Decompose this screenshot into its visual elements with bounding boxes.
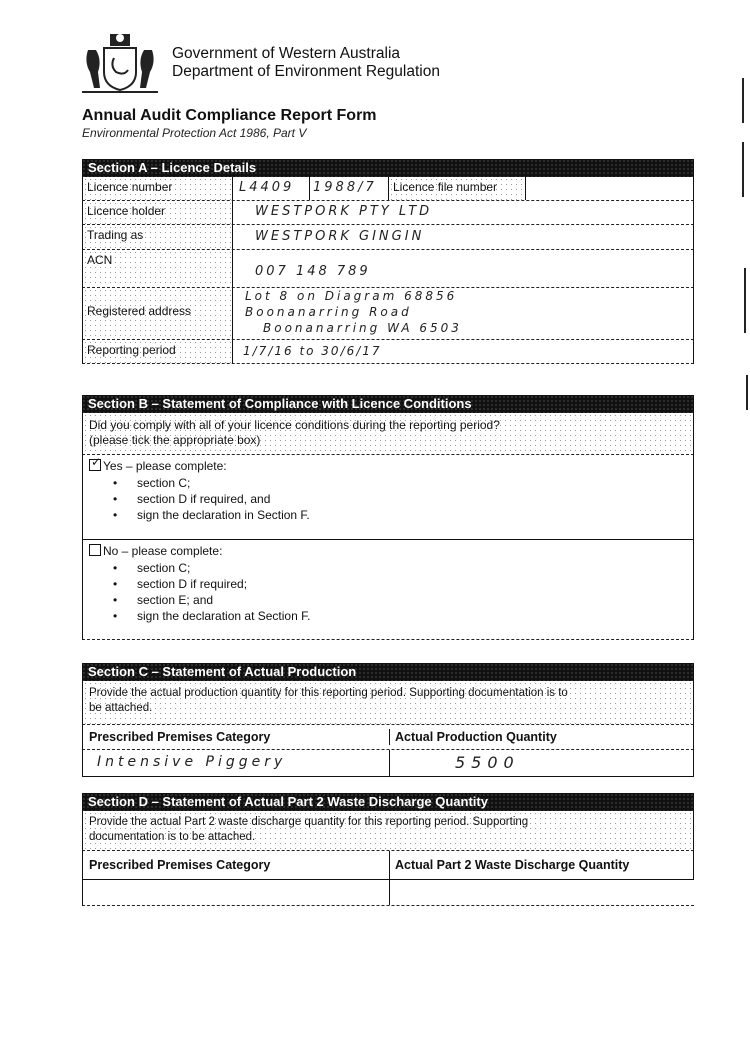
column-header-category: Prescribed Premises Category (89, 858, 271, 872)
no-option[interactable] (89, 544, 222, 559)
column-header-waste-quantity: Actual Part 2 Waste Discharge Quantity (395, 858, 630, 872)
waste-table-header (82, 851, 694, 880)
org-line-2: Department of Environment Regulation (172, 63, 440, 80)
no-option-label: No – please complete: (103, 544, 223, 558)
production-instruction-1: Provide the actual production quantity for this reporting period. Supporting documentation is to (89, 687, 568, 699)
scan-edge-mark (742, 78, 744, 123)
section-c-header: Section C – Statement of Actual Production (82, 663, 694, 681)
no-requirements-list (83, 560, 310, 624)
section-c-instruction (82, 681, 694, 725)
registered-address-line-3[interactable]: Boonanarring WA 6503 (263, 321, 462, 335)
licence-number-label: Licence number (83, 177, 233, 200)
scan-edge-mark (744, 268, 746, 333)
reporting-period-label: Reporting period (83, 340, 233, 363)
list-item: • section D if required, and (83, 491, 310, 507)
licence-holder-row (82, 201, 694, 225)
section-d-header: Section D – Statement of Actual Part 2 Waste Discharge Quantity (82, 793, 694, 811)
acn-label: ACN (83, 250, 233, 287)
production-table-header (82, 725, 694, 750)
licence-file-number-label: Licence file number (388, 177, 526, 200)
acn-row (82, 250, 694, 288)
yes-checkbox[interactable] (89, 459, 101, 471)
trading-as-row (82, 225, 694, 250)
trading-as-label: Trading as (83, 225, 233, 249)
production-quantity-value[interactable]: 5500 (455, 753, 520, 772)
waste-category-field[interactable] (83, 880, 383, 905)
form-subtitle: Environmental Protection Act 1986, Part V (82, 126, 307, 140)
licence-holder-label: Licence holder (83, 201, 233, 224)
scan-edge-mark (742, 142, 744, 197)
section-d-instruction (82, 811, 694, 851)
organisation-name (172, 45, 440, 81)
yes-option-block (82, 455, 694, 540)
licence-holder-field[interactable]: WESTPORK PTY LTD (255, 204, 433, 219)
compliance-question: Did you comply with all of your licence conditions during the reporting period? (89, 418, 500, 432)
waste-table-row (82, 880, 694, 906)
acn-field[interactable]: 007 148 789 (255, 264, 371, 279)
registered-address-label: Registered address (83, 288, 233, 339)
yes-requirements-list (83, 475, 310, 523)
registered-address-line-2[interactable]: Boonanarring Road (245, 305, 412, 319)
production-instruction-2: be attached. (89, 702, 153, 714)
waste-instruction-1: Provide the actual Part 2 waste discharge quantity for this reporting period. Supporting (89, 816, 529, 828)
section-b-header: Section B – Statement of Compliance with Licence Conditions (82, 395, 694, 413)
licence-number-field[interactable]: L4409 (239, 180, 295, 195)
scan-edge-mark (746, 375, 748, 410)
list-item: • section C; (83, 475, 310, 491)
list-item: • sign the declaration in Section F. (83, 507, 310, 523)
reporting-period-row (82, 340, 694, 364)
org-line-1: Government of Western Australia (172, 45, 401, 62)
form-title: Annual Audit Compliance Report Form (82, 107, 377, 124)
compliance-instruction: (please tick the appropriate box) (89, 433, 261, 447)
column-header-category: Prescribed Premises Category (89, 730, 271, 744)
licence-number-row (82, 177, 694, 201)
licence-number-field-2[interactable]: 1988/7 (313, 180, 377, 195)
waste-quantity-field[interactable] (395, 880, 694, 905)
yes-option-label: Yes – please complete: (103, 459, 227, 473)
list-item: • section C; (83, 560, 310, 576)
reporting-period-field[interactable]: 1/7/16 to 30/6/17 (243, 344, 382, 358)
waste-instruction-2: documentation is to be attached. (89, 831, 256, 843)
production-table-row (82, 750, 694, 777)
wa-coat-of-arms-icon (80, 32, 160, 94)
list-item: • section E; and (83, 592, 310, 608)
trading-as-field[interactable]: WESTPORK GINGIN (255, 229, 425, 244)
section-b-question (82, 413, 694, 455)
yes-option[interactable] (89, 459, 227, 474)
no-checkbox[interactable] (89, 544, 101, 556)
list-item: • section D if required; (83, 576, 310, 592)
premises-category-value[interactable]: Intensive Piggery (97, 754, 287, 770)
no-option-block (82, 540, 694, 640)
registered-address-line-1[interactable]: Lot 8 on Diagram 68856 (245, 289, 458, 303)
section-a-header: Section A – Licence Details (82, 159, 694, 177)
registered-address-row (82, 288, 694, 340)
list-item: • sign the declaration at Section F. (83, 608, 310, 624)
column-header-production-quantity: Actual Production Quantity (395, 730, 557, 744)
licence-file-number-field[interactable] (527, 177, 693, 200)
